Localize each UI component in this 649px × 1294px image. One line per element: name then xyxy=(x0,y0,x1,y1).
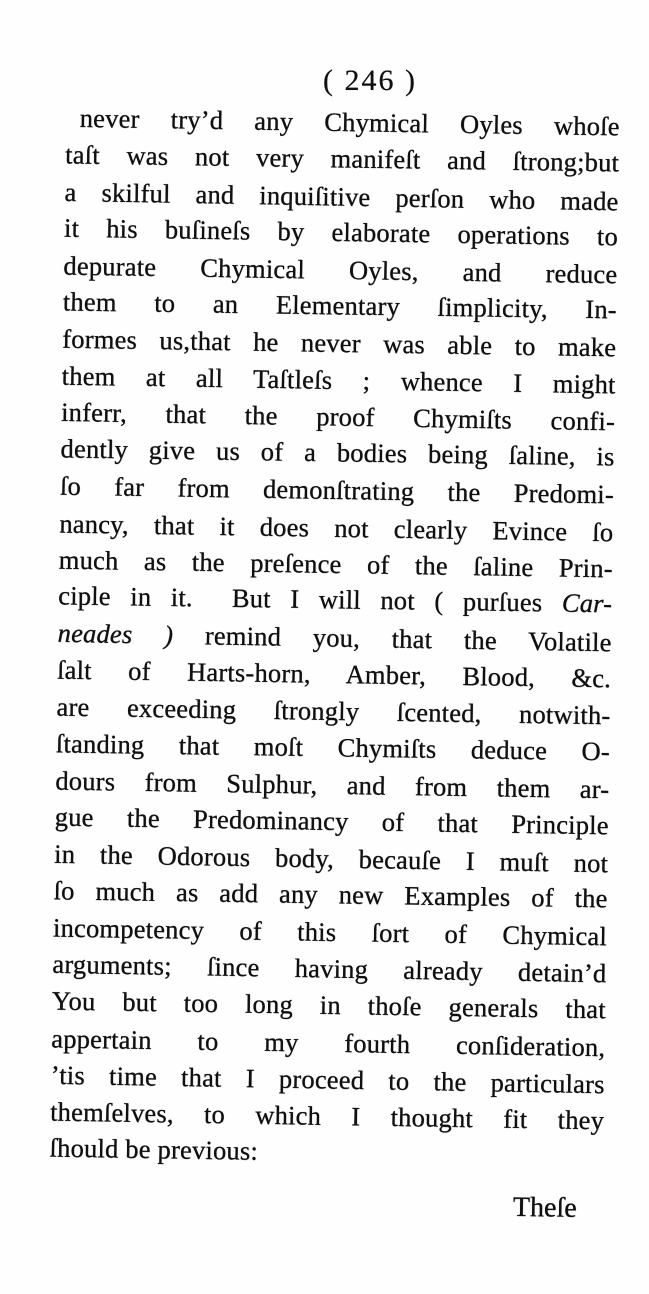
text-segment: incompetency of this ſort of Chymical xyxy=(52,912,608,951)
text-segment: ſo much as add any new Examples of the xyxy=(53,875,608,914)
text-segment: ciple in it. But I will not ( purſues xyxy=(58,580,563,618)
text-segment: dently give us of a bodies being ſaline, is xyxy=(60,433,615,472)
text-segment: You but too long in thoſe generals that xyxy=(51,985,607,1025)
catchword: Theſe xyxy=(512,1191,577,1224)
text-segment: ſtanding that moſt Chymiſts deduce O- xyxy=(55,727,611,766)
text-segment: are exceeding ſtrongly ſcented, notwith- xyxy=(56,691,611,731)
text-segment: them to an Elementary ſimplicity, In- xyxy=(62,286,618,325)
text-segment: inferr, that the proof Chymiſts confi- xyxy=(60,397,616,437)
text-line xyxy=(53,872,607,917)
text-segment: taſt was not very manifeſt and ſtrong;but xyxy=(64,139,620,178)
text-line xyxy=(56,725,610,770)
text-segment: formes us,that he never was able to make xyxy=(62,323,617,363)
italic-name-carneades: Car- xyxy=(561,587,613,619)
text-segment: in the Odorous body, becauſe I muſt not xyxy=(53,838,609,879)
text-segment: dours from Sulphur, and from them ar- xyxy=(55,765,610,805)
text-segment: ſhould be previous: xyxy=(49,1132,259,1167)
text-segment: never try’d any Chymical Oyles whoſe xyxy=(79,102,620,142)
text-segment: appertain to my fourth conſideration, xyxy=(51,1023,606,1063)
text-segment: depurate Chymical Oyles, and reduce xyxy=(63,250,618,290)
italic-name-carneades: neades ) xyxy=(57,617,174,650)
text-segment: them at all Taſtleſs ; whence I might xyxy=(61,360,616,399)
text-line xyxy=(65,136,619,181)
text-segment: nancy, that it does not clearly Evince ſo xyxy=(59,508,614,547)
text-segment: themſelves, to which I thought fit they xyxy=(49,1096,605,1135)
text-segment: it his buſineſs by elaborate operations to xyxy=(63,213,619,252)
text-segment: arguments; ſince having already detain’d xyxy=(52,949,607,989)
text-segment: remind you, that the Volatile xyxy=(172,619,612,658)
body-text-block xyxy=(48,100,620,1228)
text-segment: ſalt of Harts-horn, Amber, Blood, &c. xyxy=(56,654,612,694)
page-number: ( 246 ) xyxy=(323,64,417,97)
text-segment: a skilful and inquiſitive perſon who made xyxy=(64,176,619,216)
text-segment: much as the preſence of the ſaline Prin- xyxy=(58,544,613,583)
text-segment: ſo far from demonſtrating the Predomi- xyxy=(59,470,615,510)
text-segment: ’tis time that I proceed to the particulars xyxy=(50,1059,605,1099)
text-segment: gue the Predominancy of that Principle xyxy=(54,801,609,841)
